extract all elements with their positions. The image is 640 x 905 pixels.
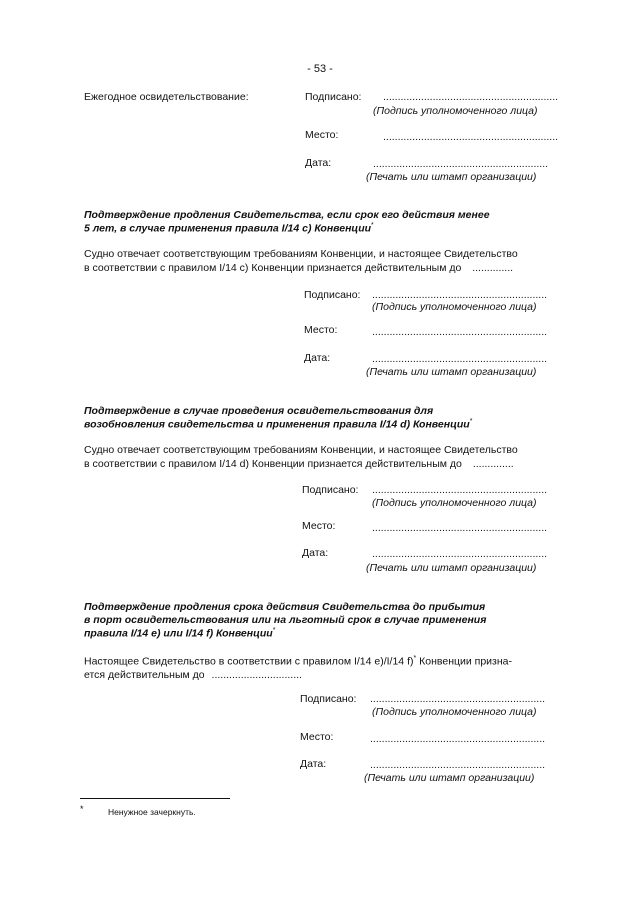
page-number: - 53 - xyxy=(307,63,333,75)
place-label: Место: xyxy=(304,324,338,336)
heading-line: Подтверждение продления срока действия Свидетельства до прибытия xyxy=(84,601,486,613)
valid-until-line: .............. xyxy=(472,457,514,470)
place-line: ............................................................ xyxy=(372,326,548,338)
section-heading xyxy=(84,209,554,236)
footnote-mark: * xyxy=(80,804,84,814)
heading-line: в порт освидетельствования или на льготный срок в случае применения xyxy=(84,614,487,627)
signed-label: Подписано: xyxy=(304,289,361,301)
signer-caption: (Подпись уполномоченного лица) xyxy=(372,497,537,509)
place-line: ............................................................ xyxy=(383,131,558,143)
text-line: в соответствии с правилом I/14 d) Конвенции признается действительным до xyxy=(84,457,462,470)
stamp-caption: (Печать или штамп организации) xyxy=(366,171,537,183)
signer-caption: (Подпись уполномоченного лица) xyxy=(372,301,537,313)
date-line: ............................................................ xyxy=(372,548,548,560)
section-text xyxy=(84,444,560,471)
date-label: Дата: xyxy=(302,547,329,559)
asterisk-mark: * xyxy=(371,222,374,230)
date-label: Дата: xyxy=(300,758,327,770)
heading-line: Подтверждение в случае проведения освидетельствования для xyxy=(84,405,434,417)
footnote-text: Ненужное зачеркнуть. xyxy=(108,807,196,817)
signed-label: Подписано: xyxy=(300,693,357,705)
date-line: ............................................................ xyxy=(373,158,549,170)
heading-line: 5 лет, в случае применения правила I/14 с) Конвенции xyxy=(84,222,372,235)
signature-line: ............................................................ xyxy=(372,484,548,496)
section-text xyxy=(84,248,560,275)
signature-line: ............................................................ xyxy=(383,91,558,103)
place-label: Место: xyxy=(300,731,334,743)
valid-until-line: .............. xyxy=(472,261,514,274)
signature-line: ............................................................ xyxy=(370,693,546,705)
stamp-caption: (Печать или штамп организации) xyxy=(366,562,537,574)
heading-line: возобновления свидетельства и применения правила I/14 d) Конвенции xyxy=(84,418,470,431)
stamp-caption: (Печать или штамп организации) xyxy=(366,366,537,378)
signer-caption: (Подпись уполномоченного лица) xyxy=(373,105,538,117)
footnote-divider xyxy=(80,798,230,799)
date-label: Дата: xyxy=(304,352,331,364)
section-heading xyxy=(84,405,554,432)
text-line: Судно отвечает соответствующим требованиям Конвенции, и настоящее Свидетельство xyxy=(84,248,518,260)
place-line: ............................................................ xyxy=(370,733,546,745)
text-line: ется действительным до xyxy=(84,669,205,682)
signed-label: Подписано: xyxy=(305,91,362,103)
asterisk-mark: * xyxy=(272,627,276,635)
heading-line: правила I/14 е) или I/14 f) Конвенции xyxy=(84,627,273,640)
section-heading xyxy=(84,601,554,641)
asterisk-mark: * xyxy=(413,655,417,662)
stamp-caption: (Печать или штамп организации) xyxy=(364,772,535,784)
date-line: ............................................................ xyxy=(372,353,548,365)
date-label: Дата: xyxy=(305,157,332,169)
asterisk-mark: * xyxy=(469,418,473,426)
text-line: Судно отвечает соответствующим требованиям Конвенции, и настоящее Свидетельство xyxy=(84,444,518,456)
annual-survey-label: Ежегодное освидетельствование: xyxy=(84,91,249,103)
signed-label: Подписано: xyxy=(302,484,359,496)
place-label: Место: xyxy=(302,520,336,532)
text-line: в соответствии с правилом I/14 с) Конвенции признается действительным до xyxy=(84,261,462,274)
section-text xyxy=(84,654,560,683)
signature-line: ............................................................ xyxy=(372,289,548,301)
date-line: ............................................................ xyxy=(370,759,546,771)
signer-caption: (Подпись уполномоченного лица) xyxy=(372,706,537,718)
heading-line: Подтверждение продления Свидетельства, если срок его действия менее xyxy=(84,209,490,221)
place-line: ............................................................ xyxy=(372,522,548,534)
text-line: Конвенции призна- xyxy=(416,655,512,668)
text-line: Настоящее Свидетельство в соответствии с правилом I/14 е)/I/14 f) xyxy=(84,655,414,668)
valid-until-line: ............................... xyxy=(211,669,302,682)
place-label: Место: xyxy=(305,129,339,141)
